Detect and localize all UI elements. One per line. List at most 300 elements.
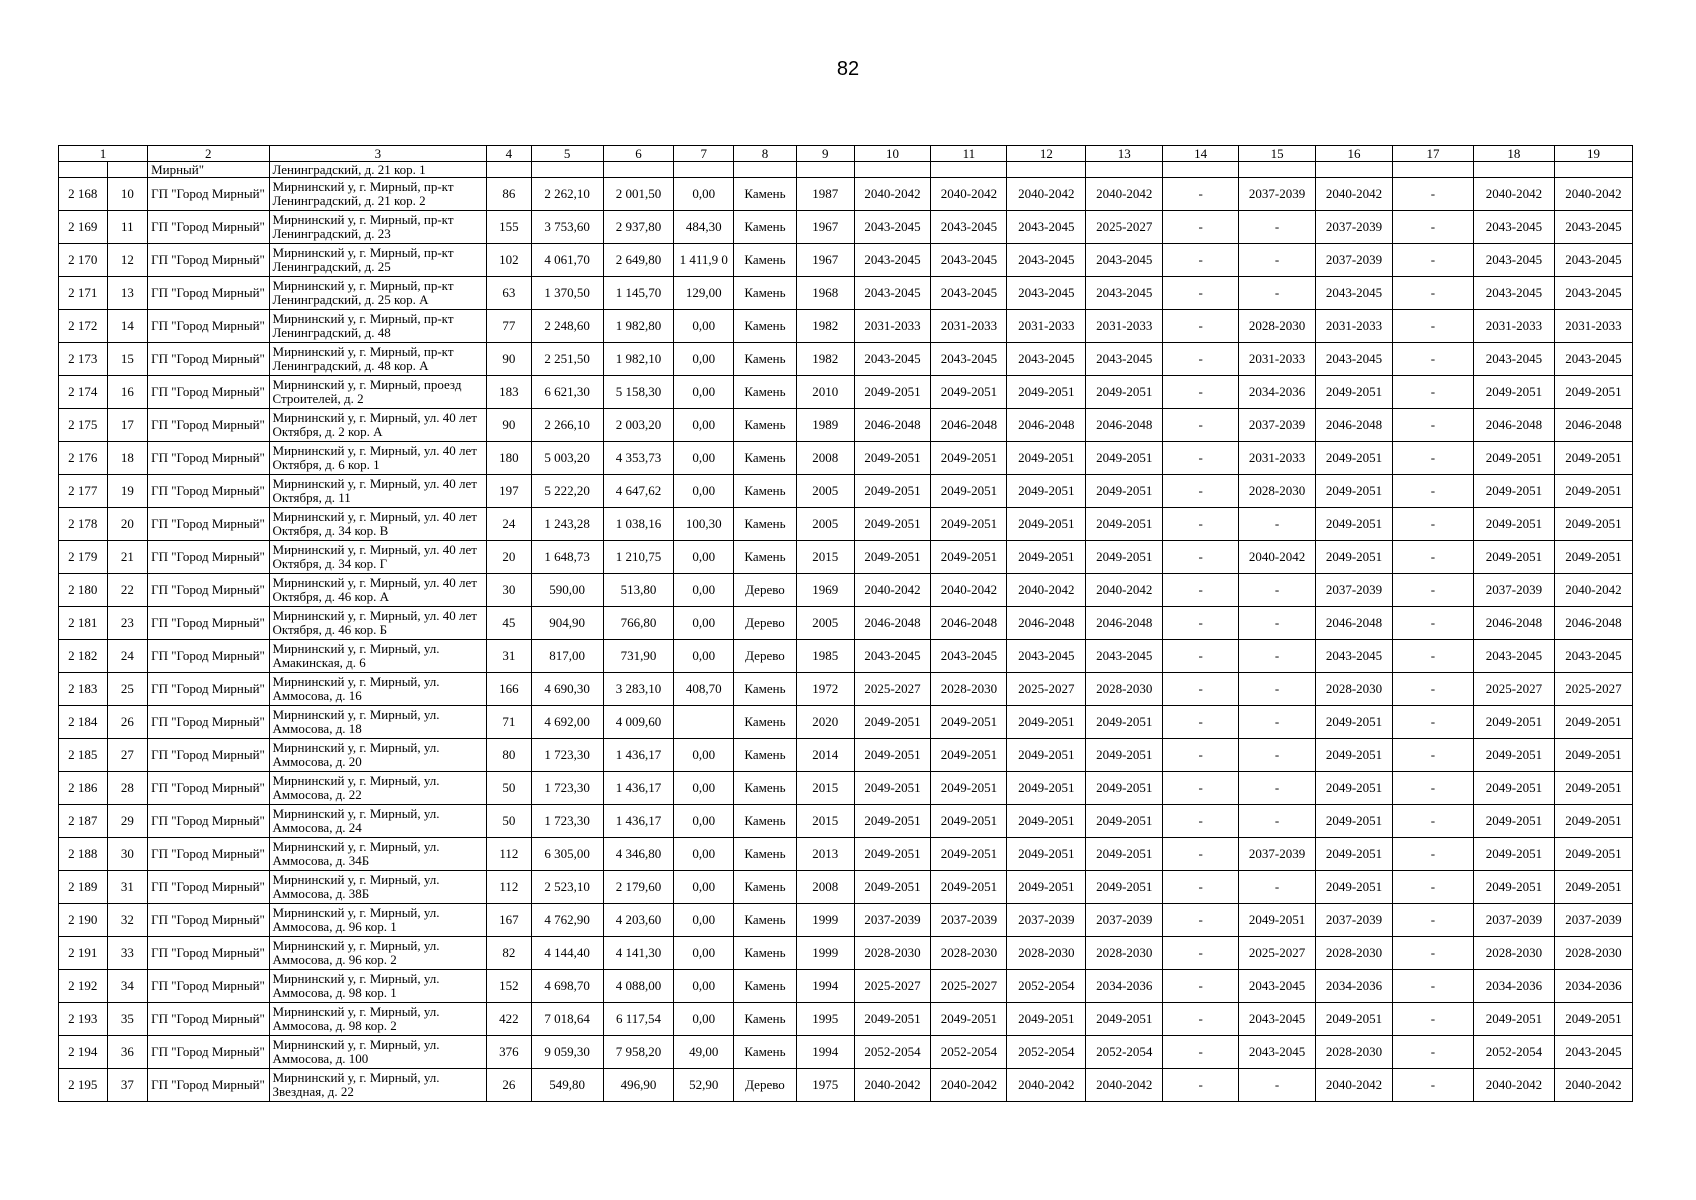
item-index-cell: 33 — [107, 937, 147, 970]
apartments-cell: 112 — [487, 871, 532, 904]
work-period-cell: 2040-2042 — [854, 574, 931, 607]
address-cell: Мирнинский у, г. Мирный, ул. 40 лет Октября, д. 6 кор. 1 — [269, 442, 487, 475]
work-period-cell: 2040-2042 — [1473, 178, 1554, 211]
residential-area-cell: 1 982,80 — [603, 310, 674, 343]
owner-cell: ГП "Город Мирный" — [148, 442, 269, 475]
owner-cell: ГП "Город Мирный" — [148, 508, 269, 541]
total-area-cell: 9 059,30 — [531, 1036, 603, 1069]
work-period-cell: 2028-2030 — [1473, 937, 1554, 970]
wall-material-cell: Камень — [734, 178, 797, 211]
wall-material-cell: Камень — [734, 442, 797, 475]
owner-cell: ГП "Город Мирный" — [148, 772, 269, 805]
address-cell: Мирнинский у, г. Мирный, ул. 40 лет Октября, д. 11 — [269, 475, 487, 508]
work-period-cell: - — [1392, 541, 1473, 574]
row-number-cell: 2 190 — [59, 904, 108, 937]
work-period-cell: 2043-2045 — [1007, 211, 1086, 244]
work-period-cell: 2040-2042 — [1086, 1069, 1163, 1102]
wall-material-cell: Дерево — [734, 574, 797, 607]
work-period-cell: 2043-2045 — [1554, 277, 1632, 310]
apartments-cell: 90 — [487, 343, 532, 376]
work-period-cell: 2040-2042 — [1554, 1069, 1632, 1102]
nonresidential-area-cell: 0,00 — [674, 871, 734, 904]
table-row — [59, 937, 1633, 970]
row-number-cell: 2 177 — [59, 475, 108, 508]
work-period-cell: 2049-2051 — [931, 1003, 1007, 1036]
address-cell: Мирнинский у, г. Мирный, пр-кт Ленинградский, д. 48 кор. А — [269, 343, 487, 376]
work-period-cell: 2043-2045 — [1554, 343, 1632, 376]
work-period-cell: 2034-2036 — [1239, 376, 1316, 409]
table-row — [59, 541, 1633, 574]
total-area-cell: 1 723,30 — [531, 805, 603, 838]
work-period-cell: 2049-2051 — [854, 838, 931, 871]
owner-cell: ГП "Город Мирный" — [148, 376, 269, 409]
work-period-cell: 2043-2045 — [1086, 277, 1163, 310]
apartments-cell: 183 — [487, 376, 532, 409]
owner-cell: ГП "Город Мирный" — [148, 970, 269, 1003]
build-year-cell: 1987 — [796, 178, 854, 211]
work-period-cell: 2043-2045 — [854, 277, 931, 310]
owner-cell: ГП "Город Мирный" — [148, 706, 269, 739]
work-period-cell: 2043-2045 — [1473, 343, 1554, 376]
work-period-cell: 2028-2030 — [1239, 475, 1316, 508]
item-index-cell: 27 — [107, 739, 147, 772]
address-cell: Мирнинский у, г. Мирный, ул. Аммосова, д. 96 кор. 1 — [269, 904, 487, 937]
work-period-cell: 2049-2051 — [1007, 805, 1086, 838]
table-row — [59, 211, 1633, 244]
build-year-cell: 2008 — [796, 871, 854, 904]
table-row — [59, 640, 1633, 673]
apartments-cell: 102 — [487, 244, 532, 277]
work-period-cell: - — [1239, 739, 1316, 772]
nonresidential-area-cell: 0,00 — [674, 376, 734, 409]
work-period-cell: 2052-2054 — [1086, 1036, 1163, 1069]
work-period-cell: 2043-2045 — [1316, 343, 1393, 376]
owner-cell: ГП "Город Мирный" — [148, 1003, 269, 1036]
nonresidential-area-cell: 0,00 — [674, 310, 734, 343]
work-period-cell: 2025-2027 — [854, 970, 931, 1003]
work-period-cell: 2037-2039 — [1316, 574, 1393, 607]
address-cell: Мирнинский у, г. Мирный, ул. Амакинская, д. 6 — [269, 640, 487, 673]
nonresidential-area-cell: 0,00 — [674, 904, 734, 937]
work-period-cell: 2037-2039 — [1473, 904, 1554, 937]
build-year-cell: 2015 — [796, 805, 854, 838]
work-period-cell: - — [1392, 244, 1473, 277]
item-index-cell: 36 — [107, 1036, 147, 1069]
wall-material-cell: Камень — [734, 739, 797, 772]
wall-material-cell: Камень — [734, 937, 797, 970]
item-index-cell: 29 — [107, 805, 147, 838]
residential-area-cell: 1 038,16 — [603, 508, 674, 541]
work-period-cell: 2043-2045 — [1007, 244, 1086, 277]
total-area-cell: 590,00 — [531, 574, 603, 607]
work-period-cell: - — [1163, 904, 1239, 937]
work-period-cell: 2046-2048 — [931, 607, 1007, 640]
apartments-cell: 77 — [487, 310, 532, 343]
item-index-cell: 30 — [107, 838, 147, 871]
work-period-cell: 2034-2036 — [1316, 970, 1393, 1003]
work-period-cell: - — [1392, 673, 1473, 706]
build-year-cell: 2010 — [796, 376, 854, 409]
row-number-cell: 2 191 — [59, 937, 108, 970]
owner-cell: ГП "Город Мирный" — [148, 310, 269, 343]
total-area-cell: 2 251,50 — [531, 343, 603, 376]
table-row — [59, 376, 1633, 409]
total-area-cell: 4 698,70 — [531, 970, 603, 1003]
work-period-cell: - — [1392, 904, 1473, 937]
build-year-cell: 2005 — [796, 508, 854, 541]
wall-material-cell: Камень — [734, 706, 797, 739]
apartments-cell: 90 — [487, 409, 532, 442]
build-year-cell: 1989 — [796, 409, 854, 442]
total-area-cell: 2 248,60 — [531, 310, 603, 343]
work-period-cell: 2037-2039 — [854, 904, 931, 937]
table-row — [59, 343, 1633, 376]
work-period-cell: 2049-2051 — [1554, 871, 1632, 904]
work-period-cell: - — [1392, 574, 1473, 607]
row-number-cell: 2 186 — [59, 772, 108, 805]
apartments-cell: 180 — [487, 442, 532, 475]
address-cell: Мирнинский у, г. Мирный, ул. Аммосова, д. 100 — [269, 1036, 487, 1069]
work-period-cell: - — [1392, 1069, 1473, 1102]
row-number-cell: 2 174 — [59, 376, 108, 409]
work-period-cell: 2037-2039 — [1316, 244, 1393, 277]
work-period-cell: - — [1392, 739, 1473, 772]
work-period-cell: 2031-2033 — [854, 310, 931, 343]
work-period-cell: - — [1239, 772, 1316, 805]
work-period-cell: - — [1392, 640, 1473, 673]
work-period-cell: 2037-2039 — [1316, 211, 1393, 244]
wall-material-cell: Камень — [734, 508, 797, 541]
work-period-cell: - — [1392, 871, 1473, 904]
work-period-cell: 2046-2048 — [1316, 409, 1393, 442]
work-period-cell: - — [1392, 706, 1473, 739]
work-period-cell: 2043-2045 — [1239, 970, 1316, 1003]
total-area-cell: 7 018,64 — [531, 1003, 603, 1036]
work-period-cell: - — [1163, 541, 1239, 574]
total-area-cell: 4 692,00 — [531, 706, 603, 739]
address-cell: Мирнинский у, г. Мирный, проезд Строителей, д. 2 — [269, 376, 487, 409]
work-period-cell: 2025-2027 — [854, 673, 931, 706]
total-area-cell: 2 523,10 — [531, 871, 603, 904]
work-period-cell: 2049-2051 — [1316, 541, 1393, 574]
nonresidential-area-cell: 52,90 — [674, 1069, 734, 1102]
work-period-cell: 2037-2039 — [931, 904, 1007, 937]
nonresidential-area-cell: 100,30 — [674, 508, 734, 541]
work-period-cell: - — [1239, 211, 1316, 244]
residential-area-cell: 1 210,75 — [603, 541, 674, 574]
work-period-cell: 2043-2045 — [1239, 1003, 1316, 1036]
work-period-cell: 2040-2042 — [1239, 541, 1316, 574]
row-number-cell: 2 180 — [59, 574, 108, 607]
build-year-cell: 1968 — [796, 277, 854, 310]
work-period-cell: 2049-2051 — [1007, 442, 1086, 475]
owner-cell: ГП "Город Мирный" — [148, 277, 269, 310]
work-period-cell: 2049-2051 — [1473, 1003, 1554, 1036]
item-index-cell: 31 — [107, 871, 147, 904]
row-number-cell: 2 169 — [59, 211, 108, 244]
work-period-cell: - — [1392, 211, 1473, 244]
work-period-cell: 2049-2051 — [1007, 541, 1086, 574]
work-period-cell: 2040-2042 — [1316, 1069, 1393, 1102]
nonresidential-area-cell: 484,30 — [674, 211, 734, 244]
residential-area-cell: 496,90 — [603, 1069, 674, 1102]
item-index-cell: 24 — [107, 640, 147, 673]
nonresidential-area-cell: 0,00 — [674, 937, 734, 970]
work-period-cell: 2034-2036 — [1086, 970, 1163, 1003]
apartments-cell: 71 — [487, 706, 532, 739]
work-period-cell: - — [1239, 706, 1316, 739]
work-period-cell: 2043-2045 — [1086, 244, 1163, 277]
work-period-cell: - — [1163, 574, 1239, 607]
work-period-cell: 2040-2042 — [1086, 574, 1163, 607]
row-number-cell: 2 185 — [59, 739, 108, 772]
work-period-cell: 2049-2051 — [1316, 475, 1393, 508]
work-period-cell: - — [1163, 673, 1239, 706]
work-period-cell: - — [1239, 607, 1316, 640]
owner-cell: ГП "Город Мирный" — [148, 211, 269, 244]
build-year-cell: 2015 — [796, 541, 854, 574]
work-period-cell: - — [1163, 376, 1239, 409]
column-header: 10 — [854, 146, 931, 162]
work-period-cell: 2049-2051 — [854, 871, 931, 904]
residential-area-cell: 1 436,17 — [603, 772, 674, 805]
work-period-cell: 2028-2030 — [1316, 673, 1393, 706]
work-period-cell: 2043-2045 — [931, 277, 1007, 310]
column-header: 3 — [269, 146, 487, 162]
work-period-cell: - — [1239, 673, 1316, 706]
residential-area-cell: 513,80 — [603, 574, 674, 607]
table-row — [59, 442, 1633, 475]
work-period-cell: 2049-2051 — [1086, 871, 1163, 904]
apartments-cell: 20 — [487, 541, 532, 574]
build-year-cell: 2020 — [796, 706, 854, 739]
work-period-cell: - — [1392, 838, 1473, 871]
column-header: 2 — [148, 146, 269, 162]
work-period-cell: 2049-2051 — [1007, 871, 1086, 904]
work-period-cell: - — [1392, 805, 1473, 838]
work-period-cell: 2046-2048 — [1007, 607, 1086, 640]
work-period-cell: 2049-2051 — [1473, 475, 1554, 508]
table-row — [59, 805, 1633, 838]
work-period-cell: 2049-2051 — [1316, 871, 1393, 904]
work-period-cell: 2040-2042 — [1316, 178, 1393, 211]
wall-material-cell: Камень — [734, 211, 797, 244]
owner-cell: ГП "Город Мирный" — [148, 343, 269, 376]
address-cell: Ленинградский, д. 21 кор. 1 — [269, 162, 487, 178]
total-area-cell: 4 144,40 — [531, 937, 603, 970]
build-year-cell: 1982 — [796, 343, 854, 376]
residential-area-cell: 766,80 — [603, 607, 674, 640]
work-period-cell: - — [1392, 607, 1473, 640]
wall-material-cell: Дерево — [734, 1069, 797, 1102]
wall-material-cell: Камень — [734, 673, 797, 706]
residential-area-cell: 3 283,10 — [603, 673, 674, 706]
build-year-cell: 1985 — [796, 640, 854, 673]
work-period-cell: 2049-2051 — [854, 805, 931, 838]
total-area-cell: 5 003,20 — [531, 442, 603, 475]
wall-material-cell: Камень — [734, 475, 797, 508]
owner-cell: ГП "Город Мирный" — [148, 673, 269, 706]
address-cell: Мирнинский у, г. Мирный, ул. 40 лет Октября, д. 46 кор. Б — [269, 607, 487, 640]
build-year-cell: 2013 — [796, 838, 854, 871]
residential-area-cell: 7 958,20 — [603, 1036, 674, 1069]
work-period-cell: - — [1163, 838, 1239, 871]
item-index-cell: 19 — [107, 475, 147, 508]
row-number-cell: 2 194 — [59, 1036, 108, 1069]
work-period-cell: 2043-2045 — [931, 244, 1007, 277]
wall-material-cell: Камень — [734, 970, 797, 1003]
owner-cell: ГП "Город Мирный" — [148, 805, 269, 838]
work-period-cell: 2043-2045 — [1554, 211, 1632, 244]
owner-cell: ГП "Город Мирный" — [148, 607, 269, 640]
work-period-cell: - — [1163, 772, 1239, 805]
apartments-cell: 80 — [487, 739, 532, 772]
address-cell: Мирнинский у, г. Мирный, ул. Аммосова, д. 22 — [269, 772, 487, 805]
work-period-cell: 2043-2045 — [854, 244, 931, 277]
build-year-cell: 1972 — [796, 673, 854, 706]
wall-material-cell: Камень — [734, 409, 797, 442]
work-period-cell: 2043-2045 — [931, 211, 1007, 244]
apartments-cell: 376 — [487, 1036, 532, 1069]
work-period-cell: - — [1163, 607, 1239, 640]
residential-area-cell: 4 141,30 — [603, 937, 674, 970]
row-number-cell: 2 175 — [59, 409, 108, 442]
item-index-cell: 17 — [107, 409, 147, 442]
owner-cell: Мирный" — [148, 162, 269, 178]
work-period-cell: 2043-2045 — [1007, 343, 1086, 376]
work-period-cell: - — [1163, 508, 1239, 541]
work-period-cell: 2049-2051 — [1086, 706, 1163, 739]
work-period-cell: 2049-2051 — [1554, 442, 1632, 475]
work-period-cell: 2049-2051 — [854, 541, 931, 574]
address-cell: Мирнинский у, г. Мирный, ул. Аммосова, д. 20 — [269, 739, 487, 772]
work-period-cell: 2040-2042 — [854, 178, 931, 211]
residential-area-cell: 1 982,10 — [603, 343, 674, 376]
total-area-cell: 4 762,90 — [531, 904, 603, 937]
item-index-cell: 37 — [107, 1069, 147, 1102]
work-period-cell: 2046-2048 — [1554, 607, 1632, 640]
row-number-cell: 2 187 — [59, 805, 108, 838]
work-period-cell: 2043-2045 — [1086, 343, 1163, 376]
owner-cell: ГП "Город Мирный" — [148, 1069, 269, 1102]
row-number-cell: 2 195 — [59, 1069, 108, 1102]
work-period-cell: 2046-2048 — [1473, 409, 1554, 442]
residential-area-cell: 6 117,54 — [603, 1003, 674, 1036]
work-period-cell: 2046-2048 — [931, 409, 1007, 442]
work-period-cell: - — [1239, 640, 1316, 673]
table-row — [59, 508, 1633, 541]
column-header: 12 — [1007, 146, 1086, 162]
work-period-cell: 2052-2054 — [1007, 970, 1086, 1003]
nonresidential-area-cell: 49,00 — [674, 1036, 734, 1069]
work-period-cell: - — [1392, 1003, 1473, 1036]
work-period-cell: 2043-2045 — [1316, 640, 1393, 673]
apartments-cell: 26 — [487, 1069, 532, 1102]
work-period-cell: 2043-2045 — [1554, 244, 1632, 277]
build-year-cell: 1982 — [796, 310, 854, 343]
work-period-cell: - — [1163, 739, 1239, 772]
owner-cell: ГП "Город Мирный" — [148, 1036, 269, 1069]
item-index-cell: 26 — [107, 706, 147, 739]
build-year-cell: 1967 — [796, 244, 854, 277]
owner-cell: ГП "Город Мирный" — [148, 871, 269, 904]
address-cell: Мирнинский у, г. Мирный, пр-кт Ленинградский, д. 25 кор. А — [269, 277, 487, 310]
owner-cell: ГП "Город Мирный" — [148, 640, 269, 673]
work-period-cell: 2028-2030 — [1007, 937, 1086, 970]
table-row — [59, 970, 1633, 1003]
work-period-cell: - — [1392, 937, 1473, 970]
work-period-cell: 2046-2048 — [1086, 607, 1163, 640]
work-period-cell: 2049-2051 — [1473, 871, 1554, 904]
nonresidential-area-cell: 408,70 — [674, 673, 734, 706]
wall-material-cell: Камень — [734, 904, 797, 937]
nonresidential-area-cell: 0,00 — [674, 178, 734, 211]
work-period-cell: - — [1163, 409, 1239, 442]
address-cell: Мирнинский у, г. Мирный, ул. Аммосова, д. 98 кор. 2 — [269, 1003, 487, 1036]
work-period-cell: 2040-2042 — [931, 178, 1007, 211]
column-header: 5 — [531, 146, 603, 162]
work-period-cell: 2049-2051 — [1554, 838, 1632, 871]
work-period-cell: 2043-2045 — [1473, 277, 1554, 310]
nonresidential-area-cell — [674, 706, 734, 739]
work-period-cell: 2049-2051 — [1086, 772, 1163, 805]
work-period-cell: 2040-2042 — [1007, 574, 1086, 607]
work-period-cell: 2052-2054 — [854, 1036, 931, 1069]
work-period-cell: 2049-2051 — [1007, 838, 1086, 871]
address-cell: Мирнинский у, г. Мирный, пр-кт Ленинградский, д. 25 — [269, 244, 487, 277]
column-header: 8 — [734, 146, 797, 162]
work-period-cell: 2049-2051 — [1554, 508, 1632, 541]
total-area-cell: 549,80 — [531, 1069, 603, 1102]
nonresidential-area-cell: 0,00 — [674, 574, 734, 607]
apartments-cell: 45 — [487, 607, 532, 640]
total-area-cell: 1 370,50 — [531, 277, 603, 310]
work-period-cell: 2049-2051 — [1316, 772, 1393, 805]
work-period-cell: - — [1392, 475, 1473, 508]
work-period-cell: 2049-2051 — [931, 706, 1007, 739]
total-area-cell: 4 690,30 — [531, 673, 603, 706]
work-period-cell: - — [1392, 310, 1473, 343]
work-period-cell: 2037-2039 — [1007, 904, 1086, 937]
work-period-cell: 2043-2045 — [854, 211, 931, 244]
build-year-cell: 2015 — [796, 772, 854, 805]
table-row — [59, 244, 1633, 277]
work-period-cell: 2049-2051 — [931, 772, 1007, 805]
work-period-cell: 2052-2054 — [1007, 1036, 1086, 1069]
address-cell: Мирнинский у, г. Мирный, пр-кт Ленинградский, д. 48 — [269, 310, 487, 343]
work-period-cell: 2049-2051 — [1316, 376, 1393, 409]
item-index-cell: 15 — [107, 343, 147, 376]
work-period-cell: 2049-2051 — [1473, 376, 1554, 409]
work-period-cell: 2028-2030 — [1239, 310, 1316, 343]
item-index-cell: 18 — [107, 442, 147, 475]
work-period-cell: - — [1392, 970, 1473, 1003]
build-year-cell: 1969 — [796, 574, 854, 607]
work-period-cell: 2049-2051 — [854, 475, 931, 508]
nonresidential-area-cell: 0,00 — [674, 475, 734, 508]
work-period-cell: 2040-2042 — [854, 1069, 931, 1102]
work-period-cell: 2043-2045 — [931, 640, 1007, 673]
total-area-cell: 1 723,30 — [531, 739, 603, 772]
total-area-cell: 1 723,30 — [531, 772, 603, 805]
work-period-cell: 2049-2051 — [854, 739, 931, 772]
column-header: 7 — [674, 146, 734, 162]
work-period-cell: 2049-2051 — [1473, 805, 1554, 838]
column-header: 6 — [603, 146, 674, 162]
apartments-cell: 167 — [487, 904, 532, 937]
work-period-cell: 2040-2042 — [931, 574, 1007, 607]
work-period-cell: 2049-2051 — [854, 706, 931, 739]
